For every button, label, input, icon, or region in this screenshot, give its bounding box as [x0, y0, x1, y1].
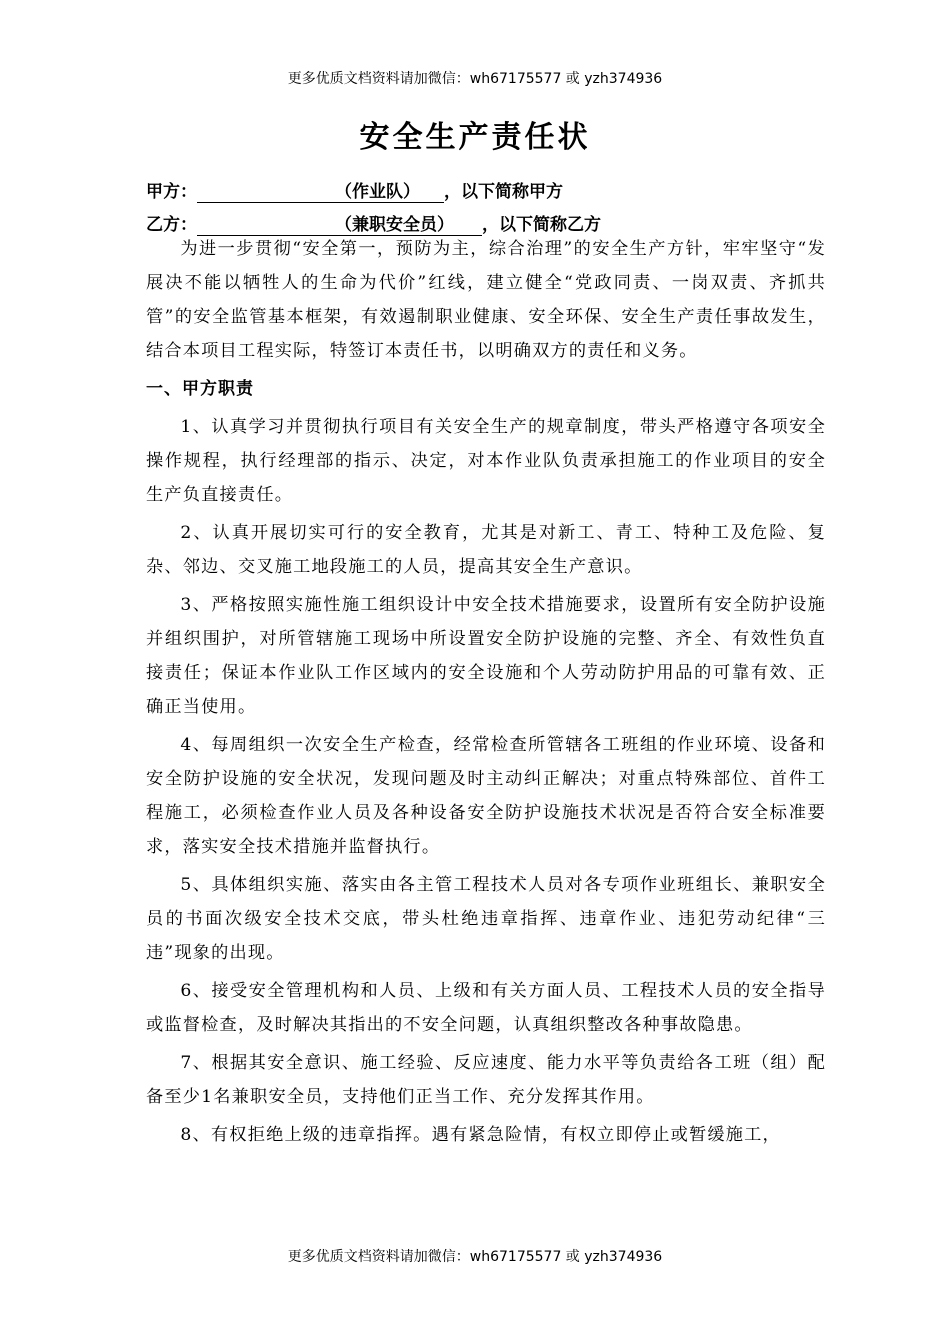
party-b-label: 乙方：	[146, 215, 197, 235]
duty-item-4: 4、每周组织一次安全生产检查，经常检查所管辖各工班组的作业环境、设备和安全防护设施的安全状况，发现问题及时主动纠正解决；对重点特殊部位、首件工程施工，必须检查作业人员及各种设备安全防护设施技术状况是否符合安全标准要求，落实安全技术措施并监督执行。	[146, 735, 826, 857]
document-title: 安全生产责任状	[359, 120, 591, 155]
duty-item-8: 8、有权拒绝上级的违章指挥。遇有紧急险情，有权立即停止或暂缓施工，	[180, 1125, 781, 1145]
duty-item-3: 3、严格按照实施性施工组织设计中安全技术措施要求，设置所有安全防护设施并组织围护，对所管辖施工现场中所设置安全防护设施的完整、齐全、有效性负直接责任；保证本作业队工作区域内的安全设施和个人劳动防护用品的可靠有效、正确正当使用。	[146, 595, 826, 717]
party-a-line	[146, 177, 563, 203]
party-a-suffix: ，以下简称甲方	[444, 182, 563, 202]
party-b-suffix: ，以下简称乙方	[482, 215, 601, 235]
intro-paragraph: 为进一步贯彻“安全第一，预防为主，综合治理”的安全生产方针，牢牢坚守“发展决不能以牺牲人的生命为代价”红线，建立健全“党政同责、一岗双责、齐抓共管”的安全监管基本框架，有效遏制职业健康、安全环保、安全生产责任事故发生，结合本项目工程实际，特签订本责任书，以明确双方的责任和义务。	[146, 239, 826, 361]
section-heading: 一、甲方职责	[146, 379, 254, 399]
duty-item-2: 2、认真开展切实可行的安全教育，尤其是对新工、青工、特种工及危险、复杂、邻边、交叉施工地段施工的人员，提高其安全生产意识。	[146, 523, 826, 577]
party-a-role: （作业队）	[335, 177, 444, 203]
party-a-blank	[197, 182, 335, 203]
header-note: 更多优质文档资料请加微信：wh67175577 或 yzh374936	[287, 71, 663, 87]
party-b-role: （兼职安全员）	[335, 210, 482, 236]
duty-item-7: 7、根据其安全意识、施工经验、反应速度、能力水平等负责给各工班（组）配备至少1名兼职安全员，支持他们正当工作、充分发挥其作用。	[146, 1053, 826, 1107]
party-a-label: 甲方：	[146, 182, 197, 202]
duty-item-1: 1、认真学习并贯彻执行项目有关安全生产的规章制度，带头严格遵守各项安全操作规程，执行经理部的指示、决定，对本作业队负责承担施工的作业项目的安全生产负直接责任。	[146, 417, 826, 505]
document-body	[146, 232, 826, 1156]
duty-item-6: 6、接受安全管理机构和人员、上级和有关方面人员、工程技术人员的安全指导或监督检查，及时解决其指出的不安全问题，认真组织整改各种事故隐患。	[146, 981, 826, 1035]
footer-note: 更多优质文档资料请加微信：wh67175577 或 yzh374936	[287, 1249, 663, 1265]
duty-item-5: 5、具体组织实施、落实由各主管工程技术人员对各专项作业班组长、兼职安全员的书面次级安全技术交底，带头杜绝违章指挥、违章作业、违犯劳动纪律“三违”现象的出现。	[146, 875, 826, 963]
